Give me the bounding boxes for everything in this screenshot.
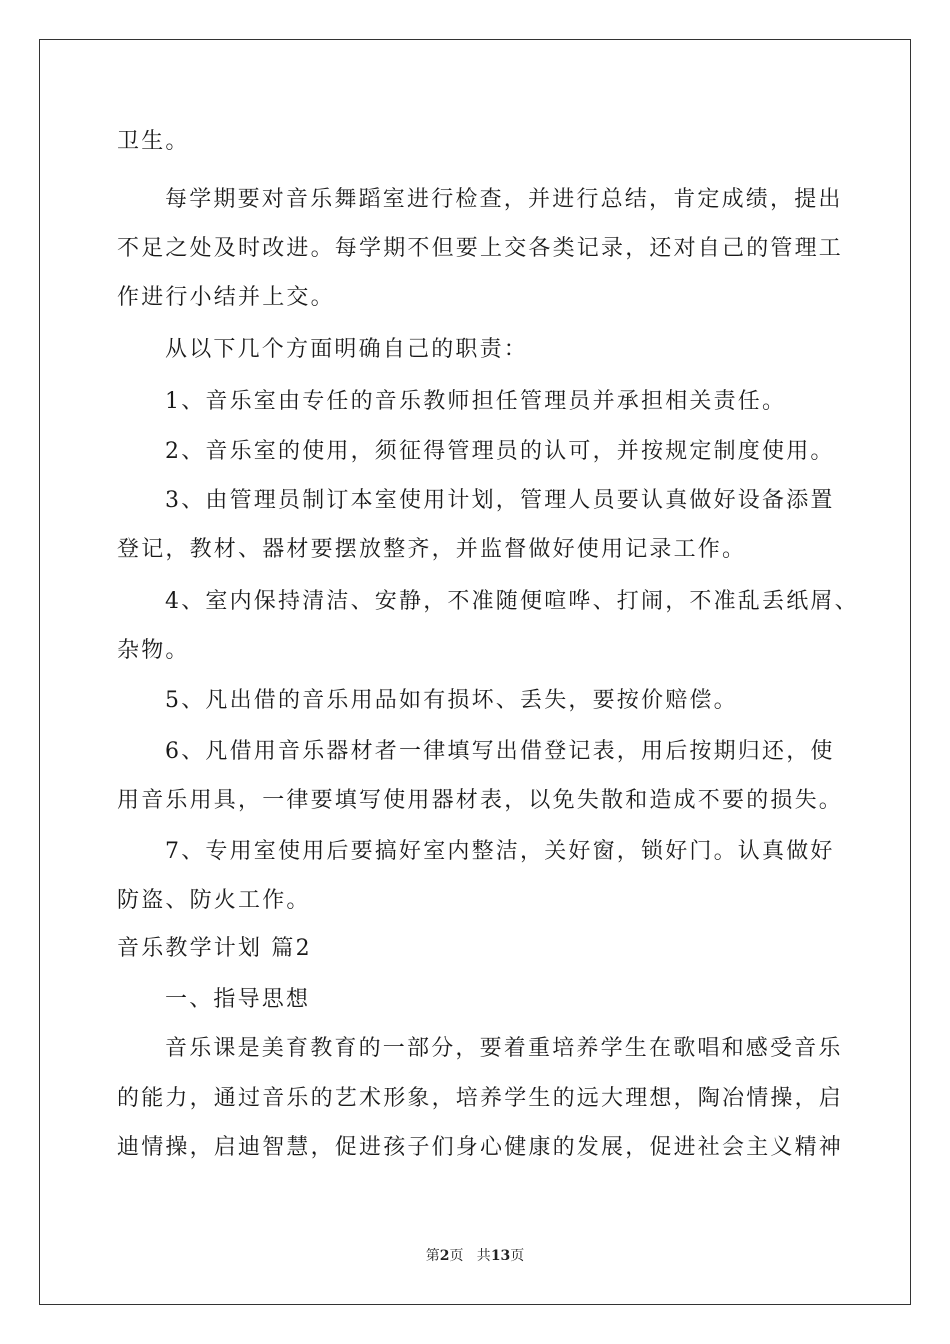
section-title: 音乐教学计划 篇2 bbox=[117, 936, 312, 961]
footer-suffix: 页 bbox=[510, 1248, 525, 1264]
text-line: 杂物。 bbox=[117, 638, 190, 663]
list-item-1: 1、音乐室由专任的音乐教师担任管理员并承担相关责任。 bbox=[165, 389, 787, 414]
text-line: 用音乐用具，一律要填写使用器材表，以免失散和造成不要的损失。 bbox=[117, 788, 844, 813]
paragraph-line: 从以下几个方面明确自己的职责： bbox=[165, 337, 529, 362]
list-item-5: 5、凡出借的音乐用品如有损坏、丢失，要按价赔偿。 bbox=[165, 688, 738, 713]
total-page-number: 13 bbox=[490, 1248, 511, 1264]
text-line: 不足之处及时改进。每学期不但要上交各类记录，还对自己的管理工 bbox=[117, 236, 844, 261]
list-item-4: 4、室内保持清洁、安静，不准随便喧哗、打闹，不准乱丢纸屑、 bbox=[165, 589, 859, 614]
page-frame bbox=[39, 39, 911, 1305]
list-item-6: 6、凡借用音乐器材者一律填写出借登记表，用后按期归还，使 bbox=[165, 739, 835, 764]
text-line: 作进行小结并上交。 bbox=[117, 285, 335, 310]
text-line: 的能力，通过音乐的艺术形象，培养学生的远大理想，陶冶情操，启 bbox=[117, 1086, 844, 1111]
text-line: 迪情操，启迪智慧，促进孩子们身心健康的发展，促进社会主义精神 bbox=[117, 1135, 844, 1160]
list-item-7: 7、专用室使用后要搞好室内整洁，关好窗，锁好门。认真做好 bbox=[165, 839, 835, 864]
section-subtitle: 一、指导思想 bbox=[165, 987, 311, 1012]
text-line: 登记，教材、器材要摆放整齐，并监督做好使用记录工作。 bbox=[117, 537, 747, 562]
paragraph-line: 每学期要对音乐舞蹈室进行检查，并进行总结，肯定成绩，提出 bbox=[165, 187, 843, 212]
paragraph-line: 音乐课是美育教育的一部分，要着重培养学生在歌唱和感受音乐 bbox=[165, 1036, 843, 1061]
list-item-2: 2、音乐室的使用，须征得管理员的认可，并按规定制度使用。 bbox=[165, 439, 835, 464]
page-footer bbox=[0, 1246, 950, 1266]
text-line: 防盗、防火工作。 bbox=[117, 888, 311, 913]
current-page-number: 2 bbox=[439, 1248, 450, 1264]
text-line: 卫生。 bbox=[117, 129, 190, 154]
footer-prefix: 第 bbox=[425, 1248, 440, 1264]
list-item-3: 3、由管理员制订本室使用计划，管理人员要认真做好设备添置 bbox=[165, 488, 835, 513]
footer-mid: 页 共 bbox=[449, 1248, 491, 1264]
